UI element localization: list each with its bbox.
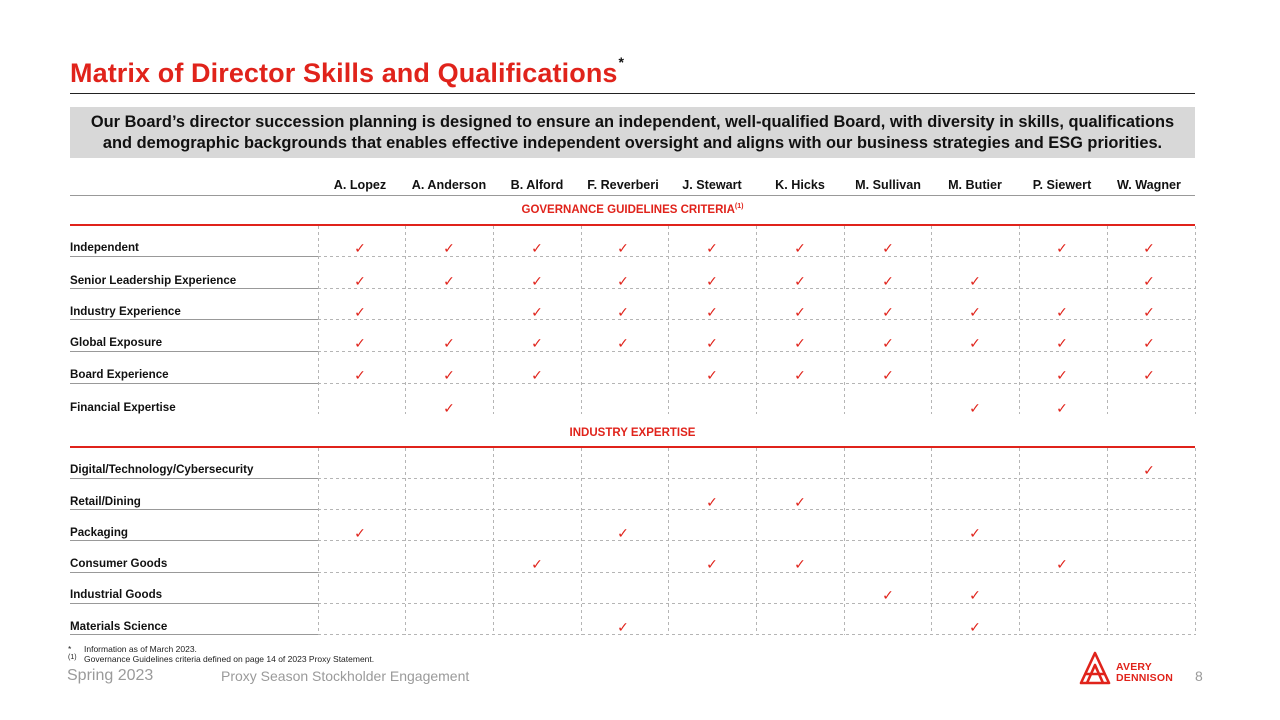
checkmark-icon: ✓ bbox=[531, 273, 543, 289]
section-heading bbox=[70, 203, 1195, 216]
row-label: Consumer Goods bbox=[70, 557, 168, 570]
director-header: B. Alford bbox=[510, 178, 564, 192]
director-header: K. Hicks bbox=[775, 178, 825, 192]
page-title: Matrix of Director Skills and Qualifications* bbox=[70, 54, 625, 88]
checkmark-icon: ✓ bbox=[706, 494, 718, 510]
checkmark-icon: ✓ bbox=[969, 335, 981, 351]
section-divider bbox=[70, 446, 1195, 448]
checkmark-icon: ✓ bbox=[706, 273, 718, 289]
section-divider bbox=[70, 224, 1195, 226]
checkmark-icon: ✓ bbox=[617, 525, 629, 541]
checkmark-icon: ✓ bbox=[354, 367, 366, 383]
checkmark-icon: ✓ bbox=[969, 525, 981, 541]
checkmark-icon: ✓ bbox=[794, 367, 806, 383]
checkmark-icon: ✓ bbox=[1056, 367, 1068, 383]
checkmark-icon: ✓ bbox=[1056, 304, 1068, 320]
checkmark-icon: ✓ bbox=[617, 273, 629, 289]
row-label: Global Exposure bbox=[70, 336, 163, 349]
checkmark-icon: ✓ bbox=[882, 335, 894, 351]
checkmark-icon: ✓ bbox=[706, 556, 718, 572]
checkmark-icon: ✓ bbox=[706, 367, 718, 383]
row-label: Independent bbox=[70, 241, 139, 254]
checkmark-icon: ✓ bbox=[1143, 273, 1155, 289]
row-label: Financial Expertise bbox=[70, 401, 176, 414]
checkmark-icon: ✓ bbox=[706, 304, 718, 320]
checkmark-icon: ✓ bbox=[443, 273, 455, 289]
director-header: A. Anderson bbox=[411, 178, 487, 192]
row-label: Board Experience bbox=[70, 368, 169, 381]
checkmark-icon: ✓ bbox=[969, 619, 981, 635]
checkmark-icon: ✓ bbox=[1143, 304, 1155, 320]
checkmark-icon: ✓ bbox=[1056, 240, 1068, 256]
checkmark-icon: ✓ bbox=[617, 335, 629, 351]
title-divider bbox=[70, 93, 1195, 94]
checkmark-icon: ✓ bbox=[617, 304, 629, 320]
checkmark-icon: ✓ bbox=[706, 335, 718, 351]
checkmark-icon: ✓ bbox=[882, 273, 894, 289]
section-heading-text: INDUSTRY EXPERTISE bbox=[569, 426, 696, 439]
checkmark-icon: ✓ bbox=[354, 304, 366, 320]
checkmark-icon: ✓ bbox=[354, 240, 366, 256]
checkmark-icon: ✓ bbox=[969, 304, 981, 320]
checkmark-icon: ✓ bbox=[1056, 335, 1068, 351]
footnote-text: Governance Guidelines criteria defined on page 14 of 2023 Proxy Statement. bbox=[84, 654, 375, 664]
checkmark-icon: ✓ bbox=[1143, 462, 1155, 478]
checkmark-icon: ✓ bbox=[531, 304, 543, 320]
checkmark-icon: ✓ bbox=[969, 587, 981, 603]
footnote bbox=[68, 644, 197, 654]
checkmark-icon: ✓ bbox=[354, 335, 366, 351]
director-header: A. Lopez bbox=[333, 178, 387, 192]
checkmark-icon: ✓ bbox=[531, 556, 543, 572]
checkmark-icon: ✓ bbox=[794, 273, 806, 289]
checkmark-icon: ✓ bbox=[443, 240, 455, 256]
checkmark-icon: ✓ bbox=[882, 240, 894, 256]
director-column-headers bbox=[0, 178, 1280, 194]
footnote bbox=[68, 654, 374, 664]
checkmark-icon: ✓ bbox=[794, 304, 806, 320]
director-header: M. Sullivan bbox=[855, 178, 921, 192]
checkmark-icon: ✓ bbox=[882, 367, 894, 383]
footnote-mark: * bbox=[68, 644, 72, 654]
checkmark-icon: ✓ bbox=[617, 240, 629, 256]
footer-season: Spring 2023 bbox=[67, 667, 154, 684]
checkmark-icon: ✓ bbox=[443, 335, 455, 351]
row-label: Packaging bbox=[70, 526, 128, 539]
checkmark-icon: ✓ bbox=[354, 273, 366, 289]
checkmark-icon: ✓ bbox=[1143, 240, 1155, 256]
footnote-mark: (1) bbox=[68, 654, 77, 661]
section-heading-text: GOVERNANCE GUIDELINES CRITERIA bbox=[521, 203, 735, 216]
row-label: Retail/Dining bbox=[70, 495, 141, 508]
checkmark-icon: ✓ bbox=[882, 304, 894, 320]
section-heading-note: (1) bbox=[734, 203, 744, 210]
page-number: 8 bbox=[1195, 668, 1203, 684]
checkmark-icon: ✓ bbox=[1143, 367, 1155, 383]
logo-text-line2: DENNISON bbox=[1116, 672, 1174, 684]
director-header: F. Reverberi bbox=[587, 178, 659, 192]
checkmark-icon: ✓ bbox=[706, 240, 718, 256]
checkmark-icon: ✓ bbox=[531, 240, 543, 256]
row-label: Industry Experience bbox=[70, 305, 181, 318]
director-header: W. Wagner bbox=[1117, 178, 1181, 192]
logo-text-line1: AVERY bbox=[1116, 661, 1153, 673]
checkmark-icon: ✓ bbox=[969, 273, 981, 289]
row-label: Digital/Technology/Cybersecurity bbox=[70, 463, 254, 476]
footnote-text: Information as of March 2023. bbox=[84, 644, 197, 654]
checkmark-icon: ✓ bbox=[794, 240, 806, 256]
intro-banner: Our Board’s director succession planning is designed to ensure an independent, well-qualified Board, with diversity in skills, qualifications and demographic backgrounds that enables effective independent oversight and aligns with our business strategies and ESG priorities. bbox=[70, 107, 1195, 158]
director-header: M. Butier bbox=[948, 178, 1002, 192]
row-label: Industrial Goods bbox=[70, 588, 163, 601]
director-header: P. Siewert bbox=[1032, 178, 1092, 192]
checkmark-icon: ✓ bbox=[1143, 335, 1155, 351]
checkmark-icon: ✓ bbox=[1056, 556, 1068, 572]
checkmark-icon: ✓ bbox=[531, 335, 543, 351]
footer-subtitle: Proxy Season Stockholder Engagement bbox=[221, 668, 470, 684]
row-label: Senior Leadership Experience bbox=[70, 274, 237, 287]
checkmark-icon: ✓ bbox=[617, 619, 629, 635]
checkmark-icon: ✓ bbox=[354, 525, 366, 541]
row-label: Materials Science bbox=[70, 620, 168, 633]
section-heading bbox=[70, 426, 1195, 439]
checkmark-icon: ✓ bbox=[969, 400, 981, 416]
checkmark-icon: ✓ bbox=[794, 494, 806, 510]
checkmark-icon: ✓ bbox=[794, 335, 806, 351]
director-header: J. Stewart bbox=[682, 178, 742, 192]
checkmark-icon: ✓ bbox=[794, 556, 806, 572]
header-divider bbox=[70, 195, 1195, 196]
title-footnote-mark: * bbox=[618, 54, 625, 70]
checkmark-icon: ✓ bbox=[531, 367, 543, 383]
checkmark-icon: ✓ bbox=[1056, 400, 1068, 416]
checkmark-icon: ✓ bbox=[882, 587, 894, 603]
checkmark-icon: ✓ bbox=[443, 367, 455, 383]
checkmark-icon: ✓ bbox=[443, 400, 455, 416]
